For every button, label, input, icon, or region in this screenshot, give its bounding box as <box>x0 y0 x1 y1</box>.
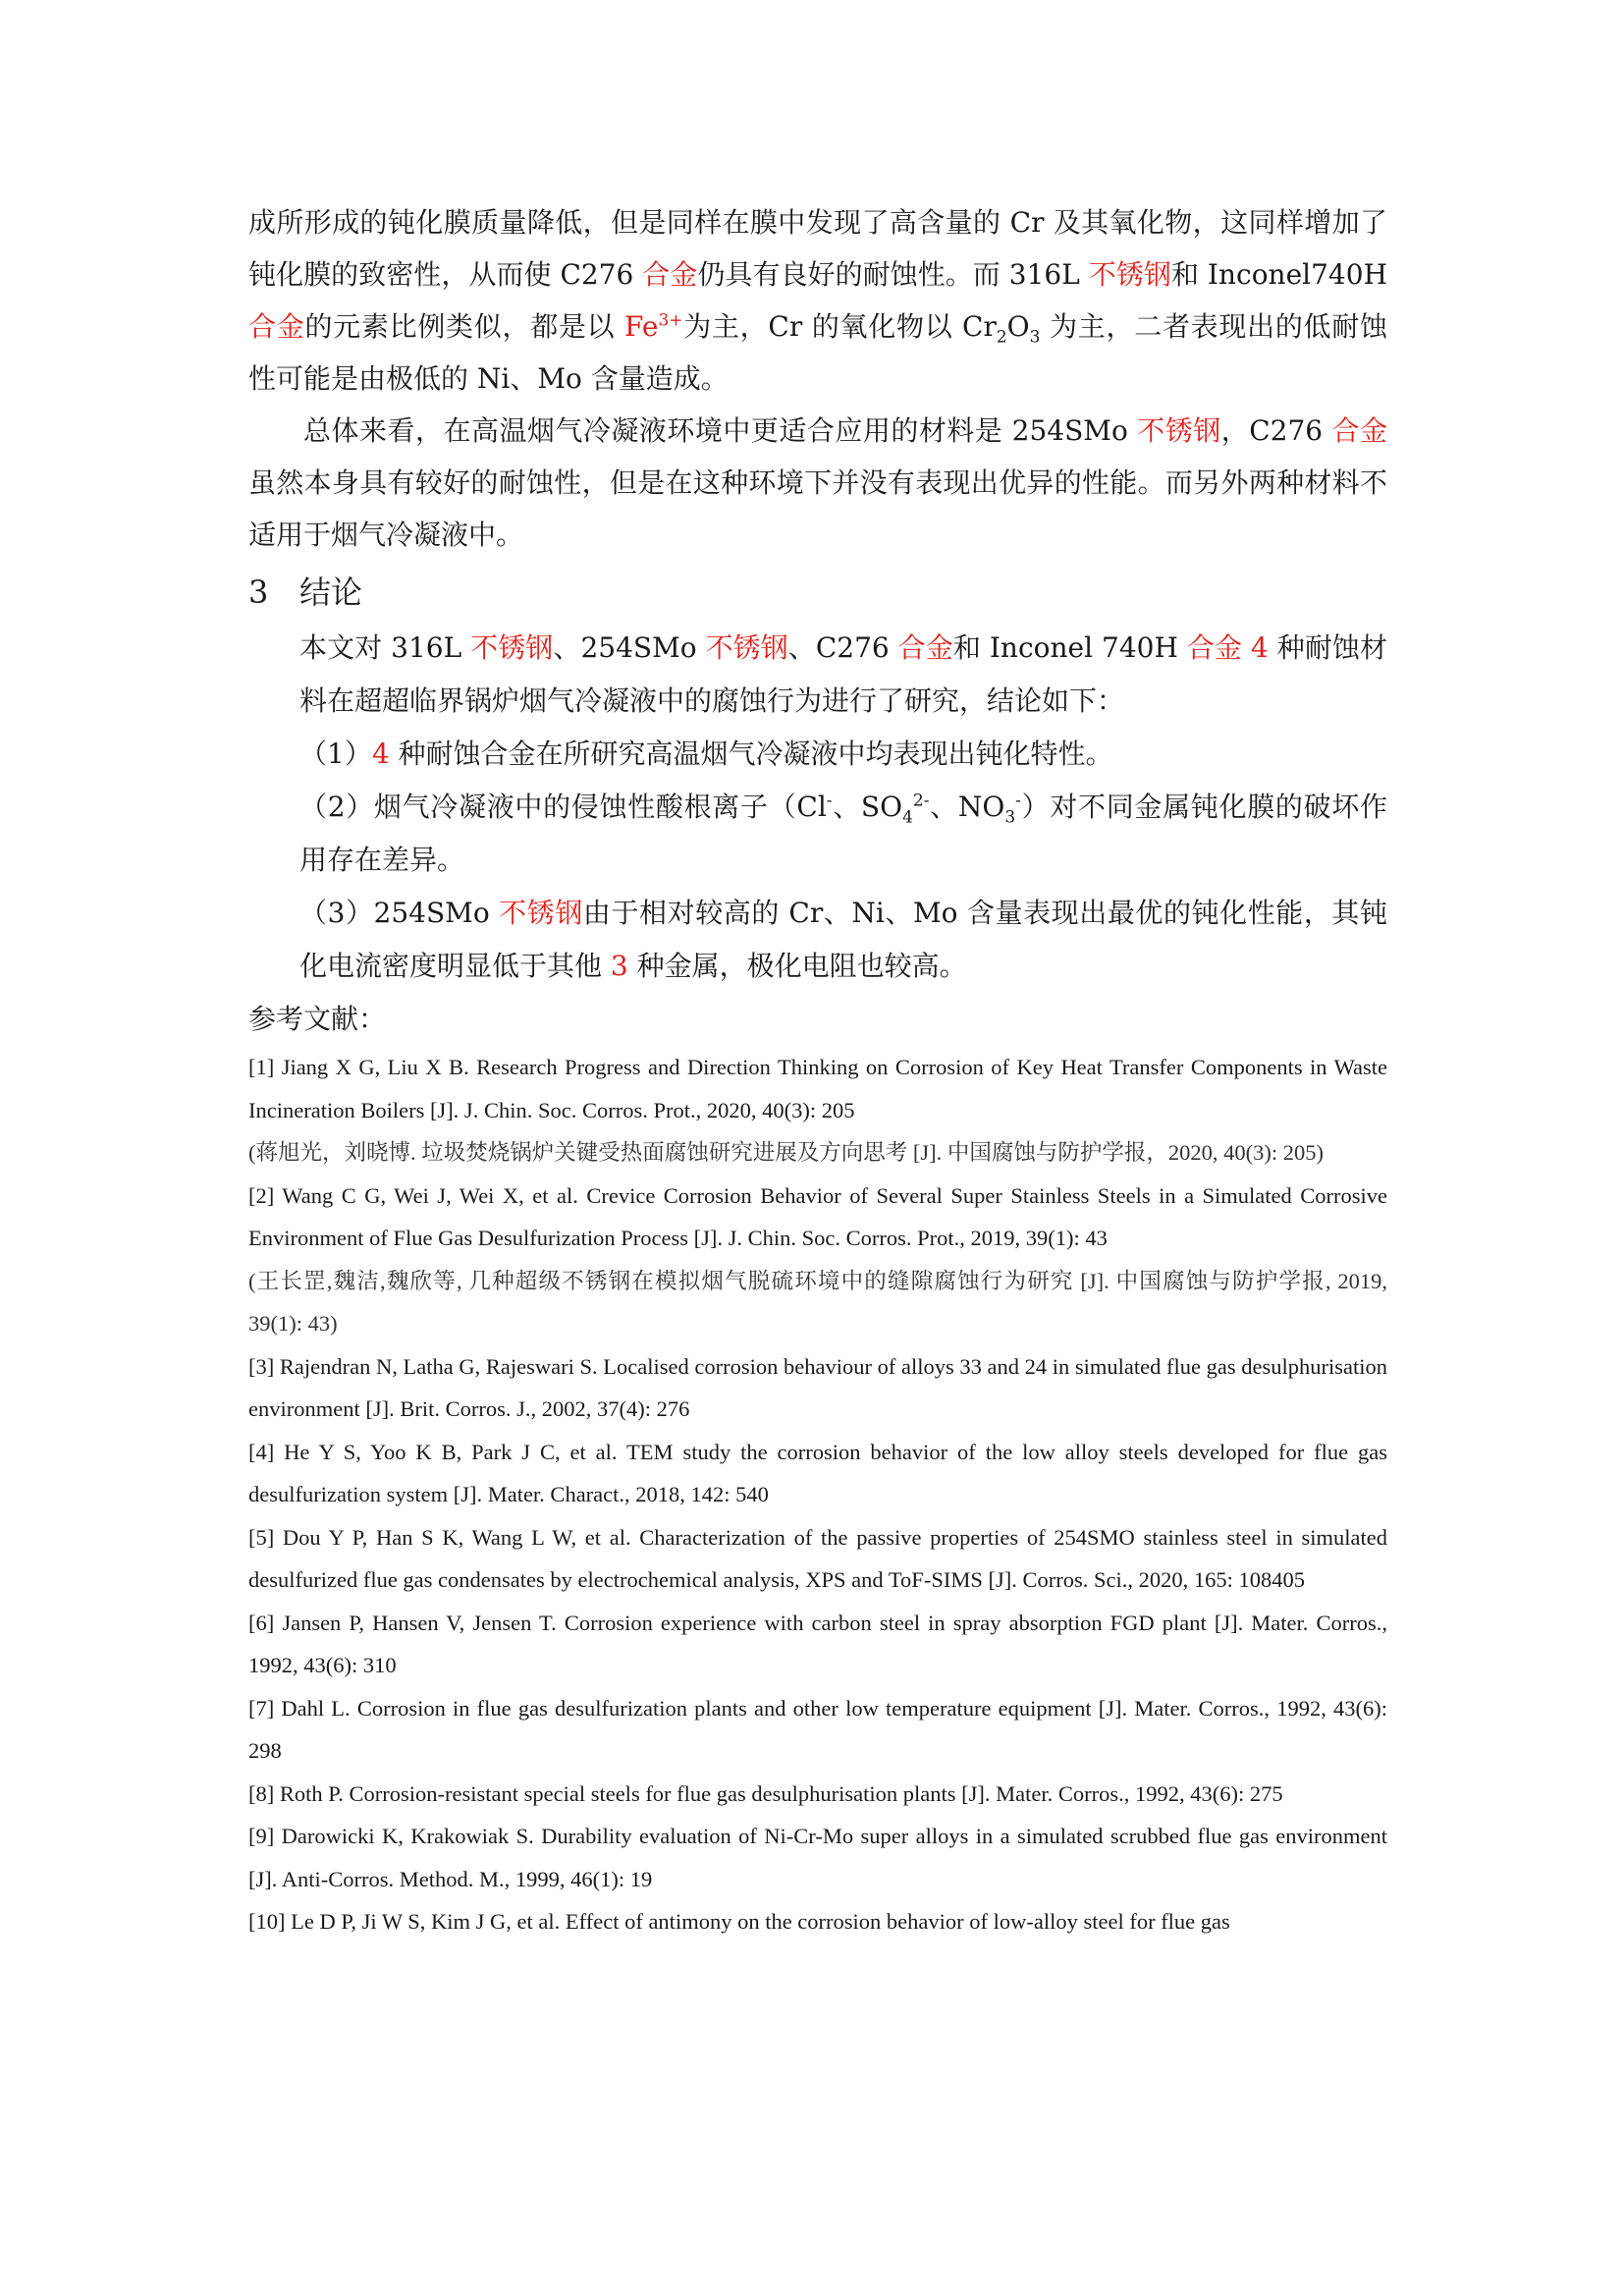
text-run: ）对不同金属钝化膜的破坏作用存在差异。 <box>299 791 1387 876</box>
highlighted-term: Fe <box>623 310 659 343</box>
reference-item: [2] Wang C G, Wei J, Wei X, et al. Crevice Corrosion Behavior of Several Super Stainless Steels in a Simulated Corrosive Environment of Flue Gas Desulfurization Process [J]. J. Chin. Soc. Corros. Prot., 2019, 39(1): 43 <box>248 1182 1387 1250</box>
reference-item: [7] Dahl L. Corrosion in flue gas desulfurization plants and other low temperature equipment [J]. Mater. Corros., 1992, 43(6): 298 <box>248 1695 1387 1763</box>
text-run: 种耐蚀材料在超超临界锅炉烟气冷凝液中的腐蚀行为进行了研究，结论如下： <box>299 631 1387 717</box>
highlighted-term: 不锈钢 <box>1137 414 1221 447</box>
text-run: （2）烟气冷凝液中的侵蚀性酸根离子（Cl <box>299 791 827 823</box>
highlighted-term: 不锈钢 <box>705 631 788 664</box>
paragraph-summary <box>248 405 1387 561</box>
reference-item: [10] Le D P, Ji W S, Kim J G, et al. Effect of antimony on the corrosion behavior of low-alloy steel for flue gas <box>248 1909 1230 1934</box>
text-run: 由于相对较高的 Cr、Ni、Mo 含量表现出最优的钝化性能，其钝化电流密度明显低于其他 <box>299 897 1387 982</box>
text-run: 和 Inconel 740H <box>952 631 1187 664</box>
reference-item-translation: (王长罡,魏洁,魏欣等, 几种超级不锈钢在模拟烟气脱硫环境中的缝隙腐蚀行为研究 [J]. 中国腐蚀与防护学报, 2019, 39(1): 43) <box>248 1268 1387 1336</box>
references-heading: 参考文献： <box>248 1003 387 1035</box>
text-run: 虽然本身具有较好的耐蚀性，但是在这种环境下并没有表现出优异的性能。而另外两种材料不适用于烟气冷凝液中。 <box>248 466 1387 551</box>
text-run: 种金属，极化电阻也较高。 <box>627 950 967 982</box>
paragraph-discussion <box>248 196 1387 405</box>
reference-item: [8] Roth P. Corrosion-resistant special steels for flue gas desulphurisation plants [J]. Mater. Corros., 1992, 43(6): 275 <box>248 1780 1283 1806</box>
text-run: 种耐蚀合金在所研究高温烟气冷凝液中均表现出钝化特性。 <box>389 738 1113 770</box>
text-run: 为主，二者表现出的低耐蚀性可能是由极低的 Ni、Mo 含量造成。 <box>248 310 1387 395</box>
text-run: 本文对 316L <box>299 631 471 664</box>
text-run: 、254SMo <box>553 631 706 664</box>
text-run: （3）254SMo <box>299 897 500 929</box>
conclusion-list <box>248 622 1387 993</box>
text-run: - <box>1015 791 1021 811</box>
text-run: ，C276 <box>1220 414 1332 447</box>
highlighted-term: 合金 <box>1186 631 1242 664</box>
highlighted-term: 3 <box>610 950 628 982</box>
text-run: 仍具有良好的耐蚀性。而 316L <box>697 258 1089 291</box>
highlighted-term: 合金 <box>1331 414 1387 447</box>
conclusion-intro <box>299 622 1387 728</box>
text-run: 为主，Cr 的氧化物以 Cr <box>682 310 997 343</box>
conclusion-point-2 <box>299 781 1387 887</box>
reference-item: [1] Jiang X G, Liu X B. Research Progress and Direction Thinking on Corrosion of Key Heat Transfer Components in Waste Incineration Boilers [J]. J. Chin. Soc. Corros. Prot., 2020, 40(3): 205 <box>248 1055 1387 1122</box>
text-run: 、NO <box>929 791 1005 823</box>
highlighted-term: 合金 <box>897 631 953 664</box>
references-list <box>248 1046 1387 1943</box>
text-run: 成所形成的钝化膜质量降低，但是同样在膜中发现了高含量的 Cr 及其氧化物，这同样增加了钝化膜的致密性，从而使 C276 <box>248 206 1387 291</box>
highlighted-term: 不锈钢 <box>470 631 554 664</box>
reference-item: [9] Darowicki K, Krakowiak S. Durability evaluation of Ni-Cr-Mo super alloys in a simulated scrubbed flue gas environment [J]. Anti-Corros. Method. M., 1999, 46(1): 19 <box>248 1824 1387 1891</box>
text-run: （1） <box>299 738 372 770</box>
conclusion-point-1 <box>299 728 1387 781</box>
section-heading-conclusion <box>248 567 1387 618</box>
text-run: 总体来看，在高温烟气冷凝液环境中更适合应用的材料是 254SMo <box>303 414 1138 447</box>
text-run: 、SO <box>832 791 903 823</box>
text-run <box>1242 631 1251 664</box>
text-run: 2 <box>996 327 1007 348</box>
highlighted-term: 合金 <box>248 310 305 343</box>
conclusion-point-3 <box>299 887 1387 993</box>
text-run: 3 <box>1004 807 1016 828</box>
reference-item: [4] He Y S, Yoo K B, Park J C, et al. TEM study the corrosion behavior of the low alloy steels developed for flue gas desulfurization system [J]. Mater. Charact., 2018, 142: 540 <box>248 1439 1387 1506</box>
document-page <box>248 196 1387 1943</box>
text-run: 和 Inconel740H <box>1170 258 1387 291</box>
reference-item: [3] Rajendran N, Latha G, Rajeswari S. Localised corrosion behaviour of alloys 33 and 24 in simulated flue gas desulphurisation environment [J]. Brit. Corros. J., 2002, 37(4): 276 <box>248 1353 1387 1421</box>
reference-item-translation: (蒋旭光，刘晓博. 垃圾焚烧锅炉关键受热面腐蚀研究进展及方向思考 [J]. 中国腐蚀与防护学报，2020, 40(3): 205) <box>248 1140 1324 1165</box>
text-run: 的元素比例类似，都是以 <box>304 310 624 343</box>
text-run: O <box>1006 310 1030 343</box>
highlighted-term: 不锈钢 <box>1088 258 1171 291</box>
text-run: 2- <box>912 791 930 811</box>
highlighted-term: 合金 <box>642 258 698 291</box>
highlighted-term: 4 <box>1250 631 1269 664</box>
highlighted-term: 4 <box>371 738 390 770</box>
text-run: 、C276 <box>787 631 898 664</box>
reference-item: [6] Jansen P, Hansen V, Jensen T. Corrosion experience with carbon steel in spray absorption FGD plant [J]. Mater. Corros., 1992, 43(6): 310 <box>248 1610 1387 1677</box>
text-run: 4 <box>902 807 913 828</box>
highlighted-term: 不锈钢 <box>499 897 583 929</box>
reference-item: [5] Dou Y P, Han S K, Wang L W, et al. Characterization of the passive properties of 254SMO stainless steel in simulated desulfurized flue gas condensates by electrochemical analysis, XPS and ToF-SIMS [J]. Corros. Sci., 2020, 165: 108405 <box>248 1524 1387 1592</box>
text-run: - <box>826 791 833 811</box>
section-title: 结论 <box>299 574 363 611</box>
text-run: 3 <box>1029 327 1041 348</box>
body-text <box>248 196 1387 561</box>
highlighted-term: 3+ <box>658 310 683 331</box>
section-number: 3 <box>248 574 269 611</box>
